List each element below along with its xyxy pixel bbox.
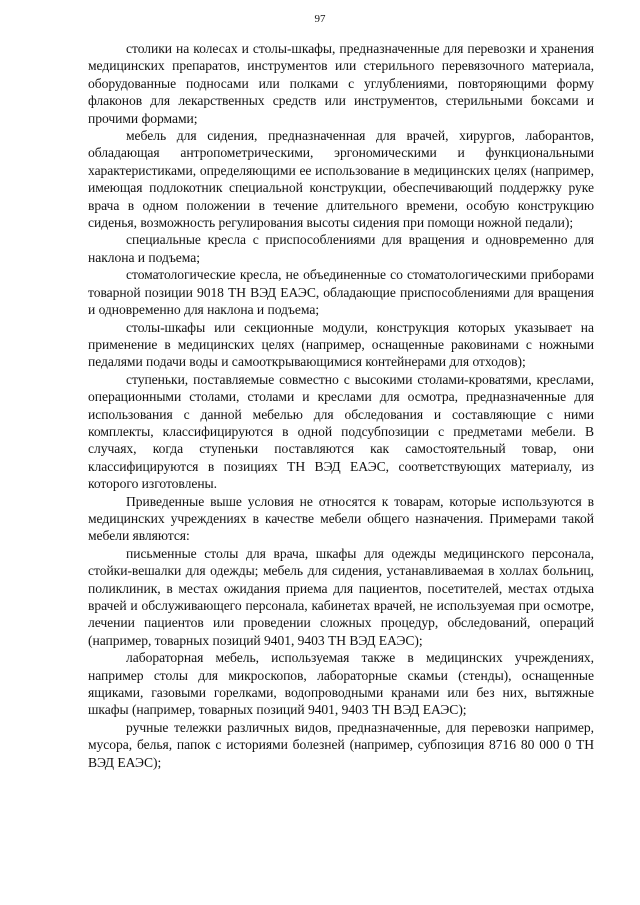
paragraph-special-chairs: специальные кресла с приспособлениями для вращения и одновременно для наклона и подъема; bbox=[88, 232, 594, 265]
paragraph-general-furniture-intro: Приведенные выше условия не относятся к товарам, которые используются в медицинских учреждениях в качестве мебели общего назначения. Примерами такой мебели являются: bbox=[88, 493, 594, 544]
paragraph-office-furniture: письменные столы для врача, шкафы для одежды медицинского персонала, стойки-вешалки для одежды; мебель для сидения, устанавливаемая в холлах больниц, поликлиник, в местах ожидания приема для пациентов, посетителей, местах отдыха врачей и обслуживающего персонала, кабинетах врачей, не используемая при осмотре, лечении пациентов или проведении сложных процедур, обследований, операций (например, товарных позиций 9401, 9403 ТН ВЭД ЕАЭС); bbox=[88, 545, 594, 648]
document-body bbox=[88, 40, 594, 771]
paragraph-hand-trolleys: ручные тележки различных видов, предназначенные, для перевозки например, мусора, белья, папок с историями болезней (например, субпозиция 8716 80 000 0 ТН ВЭД ЕАЭС); bbox=[88, 719, 594, 770]
paragraph-steps: ступеньки, поставляемые совместно с высокими столами-кроватями, креслами, операционными столами, столами и креслами для осмотра, предназначенные для использования с данной мебелью для обследования и составляющие с ними комплекты, классифицируются в одной подсубпозиции с предметами мебели. В случаях, когда ступеньки поставляются как самостоятельный товар, они классифицируются в позициях ТН ВЭД ЕАЭС, соответствующих материалу, из которого изготовлены. bbox=[88, 371, 594, 492]
page-number: 97 bbox=[314, 13, 326, 25]
paragraph-cabinet-tables: столы-шкафы или секционные модули, конструкция которых указывает на применение в медицинских целях (например, оснащенные раковинами с ножными педалями подачи воды и самооткрывающимися контейнерами для отходов); bbox=[88, 319, 594, 370]
paragraph-medical-carts: столики на колесах и столы-шкафы, предназначенные для перевозки и хранения медицинских препаратов, инструментов или стерильного перевязочного материала, оборудованные подносами или полками с углублениями, повторяющими форму флаконов для лекарственных средств или инструментов, стерильными боксами и прочими формами; bbox=[88, 41, 594, 126]
paragraph-medical-seating: мебель для сидения, предназначенная для врачей, хирургов, лаборантов, обладающая антропометрическими, эргономическими и функциональными характеристиками, определяющими ее использование в медицинских целях (например, имеющая подлокотник специальной конструкции, обеспечивающий поддержку руке врача в одном положении в течение длительного времени, особую конструкцию сиденья, возможность регулирования высоты сидения при помощи ножной педали); bbox=[88, 128, 594, 231]
paragraph-laboratory-furniture: лабораторная мебель, используемая также в медицинских учреждениях, например столы для микроскопов, лабораторные скамьи (стенды), оснащенные ящиками, газовыми горелками, водопроводными кранами или без них, вытяжные шкафы (например, товарных позиций 9401, 9403 ТН ВЭД ЕАЭС); bbox=[88, 650, 594, 718]
paragraph-dental-chairs: стоматологические кресла, не объединенные со стоматологическими приборами товарной позиции 9018 ТН ВЭД ЕАЭС, обладающие приспособлениями для вращения и одновременно для наклона и подъема; bbox=[88, 267, 594, 318]
